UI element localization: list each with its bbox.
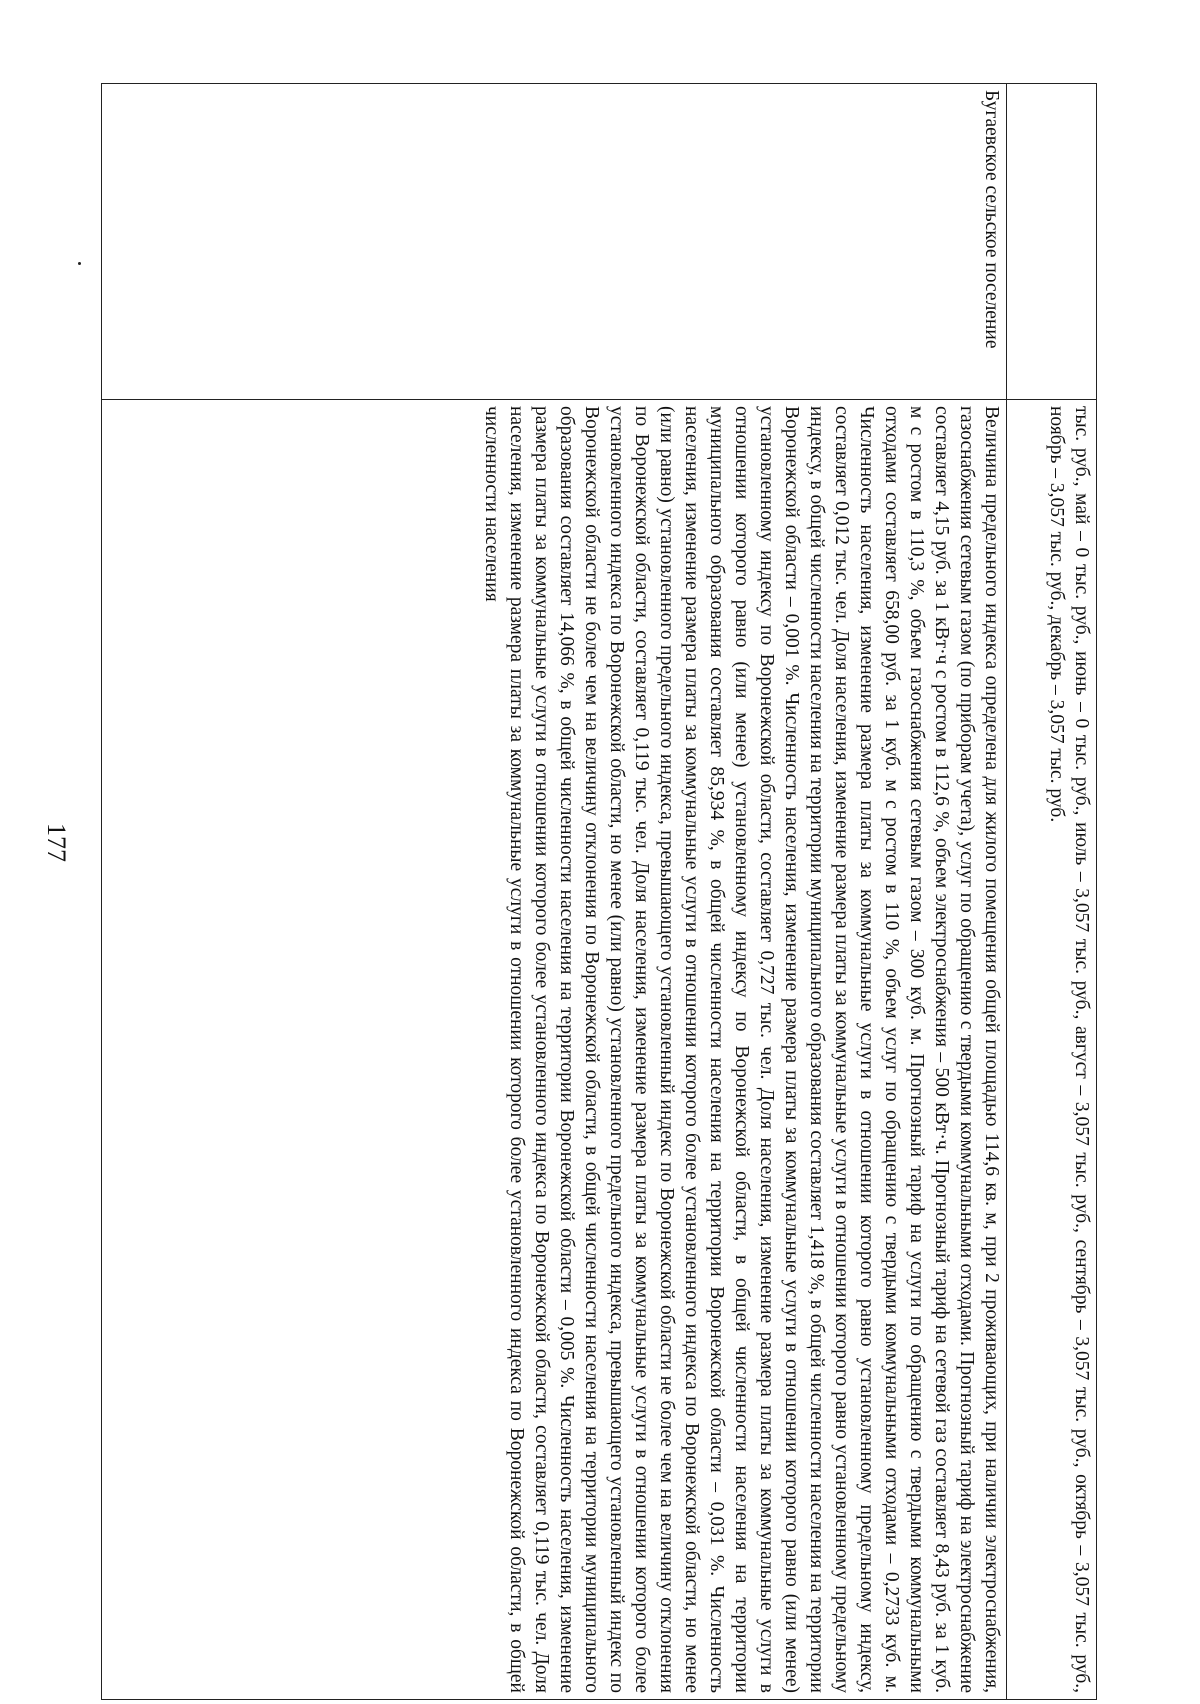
settlement-cell: Бугаевское сельское поселение <box>102 84 1007 400</box>
scan-dot <box>78 262 81 265</box>
settlement-cell <box>1007 84 1097 400</box>
description-cell: тыс. руб., май – 0 тыс. руб., июнь – 0 тыс. руб., июль – 3,057 тыс. руб., август – 3,057 тыс. руб., сентябрь – 3,057 тыс. руб., октябрь – 3,057 тыс. руб., ноябрь – 3,057 тыс. руб., декабрь – 3,057 тыс. руб. <box>1007 400 1097 1700</box>
description-cell: Величина предельного индекса определена для жилого помещения общей площадью 114,6 кв. м, при 2 проживающих, при наличии электроснабжения, газоснабжения сетевым газом (по приборам учета), услуг по обращению с твердыми коммунальными отходами. Прогнозный тариф на электроснабжение составляет 4,15 руб. за 1 кВт·ч с ростом в 112,6 %, объем электроснабжения – 500 кВт·ч. Прогнозный тариф на сетевой газ составляет 8,43 руб. за 1 куб. м с ростом в 110,3 %, объем газоснабжения сетевым газом – 300 куб. м. Прогнозный тариф на услуги по обращению с твердыми коммунальными отходами составляет 658,00 руб. за 1 куб. м с ростом в 110 %, объем услуг по обращению с твердыми коммунальными отходами – 0,2733 куб. м. Численность населения, изменение размера платы за коммунальные услуги в отношении которого равно установленному предельному индексу, составляет 0,012 тыс. чел. Доля населения, изменение размера платы за коммунальные услуги в отношении которого равно установленному предельному индексу, в общей численности населения на территории муниципального образования составляет 1,418 %, в общей численности населения на территории Воронежской области – 0,001 %. Численность населения, изменение размера платы за коммунальные услуги в отношении которого равно (или менее) установленному индексу по Воронежской области, составляет 0,727 тыс. чел. Доля населения, изменение размера платы за коммунальные услуги в отношении которого равно (или менее) установленному индексу по Воронежской области, в общей численности населения на территории муниципального образования составляет 85,934 %, в общей численности населения на территории Воронежской области – 0,031 %. Численность населения, изменение размера платы за коммунальные услуги в отношении которого более установленного индекса по Воронежской области, но менее (или равно) установленного предельного индекса, превышающего установленный индекс по Воронежской области не более чем на величину отклонения по Воронежской области, составляет 0,119 тыс. чел. Доля населения, изменение размера платы за коммунальные услуги в отношении которого более установленного индекса по Воронежской области, но менее (или равно) установленного предельного индекса, превышающего установленный индекс по Воронежской области не более чем на величину отклонения по Воронежской области, в общей численности населения на территории муниципального образования составляет 14,066 %, в общей численности населения на территории Воронежской области – 0,005 %. Численность населения, изменение размера платы за коммунальные услуги в отношении которого более установленного индекса по Воронежской области, составляет 0,119 тыс. чел. Доля населения, изменение размера платы за коммунальные услуги в отношении которого более установленного индекса по Воронежской области, в общей численности населения <box>102 400 1007 1700</box>
table-row <box>102 84 1007 1700</box>
page-number: 177 <box>42 823 71 862</box>
tariff-table <box>101 83 1097 1700</box>
table-row <box>1007 84 1097 1700</box>
rotated-table-container <box>102 83 1097 1699</box>
